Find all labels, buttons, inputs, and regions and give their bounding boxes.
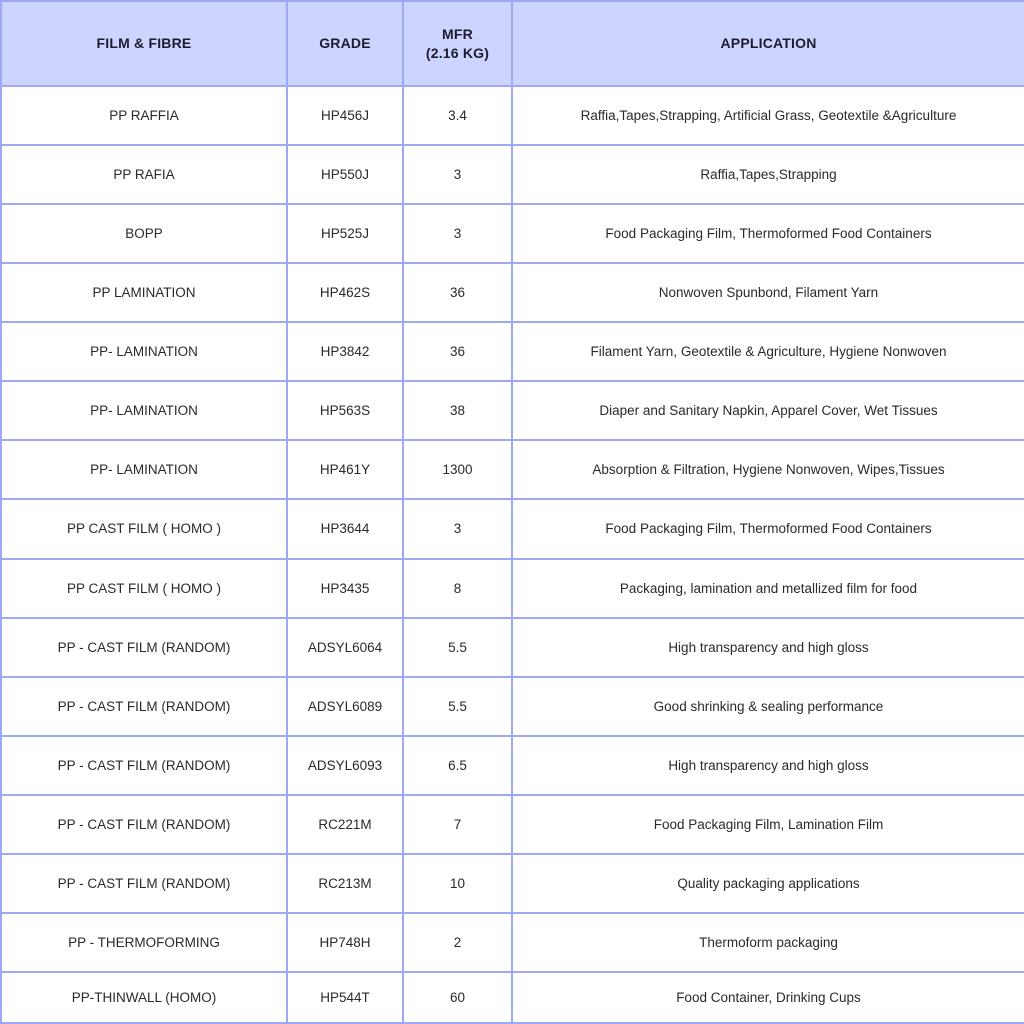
cell-grade: HP563S — [287, 381, 403, 440]
cell-mfr: 60 — [403, 972, 512, 1023]
cell-grade: RC221M — [287, 795, 403, 854]
cell-mfr: 1300 — [403, 440, 512, 499]
cell-film-fibre: PP - CAST FILM (RANDOM) — [1, 618, 287, 677]
table-row — [1, 499, 1024, 558]
header-film-fibre: FILM & FIBRE — [1, 1, 287, 86]
cell-mfr: 10 — [403, 854, 512, 913]
header-mfr-line1: MFR — [442, 25, 473, 42]
table-row — [1, 86, 1024, 145]
table-row — [1, 854, 1024, 913]
cell-mfr: 36 — [403, 263, 512, 322]
table-row — [1, 440, 1024, 499]
cell-mfr: 7 — [403, 795, 512, 854]
cell-film-fibre: PP - THERMOFORMING — [1, 913, 287, 972]
cell-film-fibre: PP - CAST FILM (RANDOM) — [1, 795, 287, 854]
cell-grade: HP462S — [287, 263, 403, 322]
cell-mfr: 3 — [403, 204, 512, 263]
table-header — [1, 1, 1024, 86]
cell-mfr: 5.5 — [403, 677, 512, 736]
cell-mfr: 5.5 — [403, 618, 512, 677]
cell-application: Packaging, lamination and metallized film for food — [512, 559, 1024, 618]
cell-grade: HP525J — [287, 204, 403, 263]
cell-mfr: 3 — [403, 499, 512, 558]
cell-application: Food Container, Drinking Cups — [512, 972, 1024, 1023]
cell-grade: HP456J — [287, 86, 403, 145]
table-row — [1, 263, 1024, 322]
table-row — [1, 913, 1024, 972]
cell-grade: HP748H — [287, 913, 403, 972]
cell-grade: HP461Y — [287, 440, 403, 499]
cell-grade: RC213M — [287, 854, 403, 913]
cell-application: Food Packaging Film, Thermoformed Food Containers — [512, 204, 1024, 263]
cell-grade: HP544T — [287, 972, 403, 1023]
cell-application: Absorption & Filtration, Hygiene Nonwoven, Wipes,Tissues — [512, 440, 1024, 499]
table-row — [1, 677, 1024, 736]
cell-mfr: 8 — [403, 559, 512, 618]
cell-film-fibre: PP CAST FILM ( HOMO ) — [1, 499, 287, 558]
cell-application: Thermoform packaging — [512, 913, 1024, 972]
header-grade: GRADE — [287, 1, 403, 86]
table-row — [1, 145, 1024, 204]
cell-application: Filament Yarn, Geotextile & Agriculture, Hygiene Nonwoven — [512, 322, 1024, 381]
cell-application: Good shrinking & sealing performance — [512, 677, 1024, 736]
cell-grade: ADSYL6089 — [287, 677, 403, 736]
header-mfr — [403, 1, 512, 86]
cell-application: High transparency and high gloss — [512, 736, 1024, 795]
cell-mfr: 6.5 — [403, 736, 512, 795]
cell-film-fibre: PP - CAST FILM (RANDOM) — [1, 854, 287, 913]
cell-film-fibre: PP- LAMINATION — [1, 440, 287, 499]
cell-mfr: 3.4 — [403, 86, 512, 145]
cell-grade: HP3435 — [287, 559, 403, 618]
cell-film-fibre: PP- LAMINATION — [1, 322, 287, 381]
cell-grade: ADSYL6064 — [287, 618, 403, 677]
cell-grade: ADSYL6093 — [287, 736, 403, 795]
header-row — [1, 1, 1024, 86]
cell-film-fibre: PP RAFIA — [1, 145, 287, 204]
table-body — [1, 86, 1024, 1023]
cell-application: High transparency and high gloss — [512, 618, 1024, 677]
table-row — [1, 204, 1024, 263]
table-row — [1, 972, 1024, 1023]
cell-application: Food Packaging Film, Lamination Film — [512, 795, 1024, 854]
cell-application: Diaper and Sanitary Napkin, Apparel Cover, Wet Tissues — [512, 381, 1024, 440]
cell-application: Food Packaging Film, Thermoformed Food Containers — [512, 499, 1024, 558]
table-row — [1, 618, 1024, 677]
cell-film-fibre: PP CAST FILM ( HOMO ) — [1, 559, 287, 618]
cell-application: Quality packaging applications — [512, 854, 1024, 913]
cell-grade: HP550J — [287, 145, 403, 204]
table-row — [1, 559, 1024, 618]
cell-film-fibre: PP- LAMINATION — [1, 381, 287, 440]
cell-grade: HP3842 — [287, 322, 403, 381]
cell-film-fibre: PP RAFFIA — [1, 86, 287, 145]
cell-application: Raffia,Tapes,Strapping — [512, 145, 1024, 204]
cell-film-fibre: PP LAMINATION — [1, 263, 287, 322]
cell-mfr: 36 — [403, 322, 512, 381]
cell-film-fibre: PP - CAST FILM (RANDOM) — [1, 677, 287, 736]
header-application: APPLICATION — [512, 1, 1024, 86]
cell-film-fibre: PP - CAST FILM (RANDOM) — [1, 736, 287, 795]
cell-mfr: 2 — [403, 913, 512, 972]
table-row — [1, 736, 1024, 795]
table-row — [1, 795, 1024, 854]
cell-application: Nonwoven Spunbond, Filament Yarn — [512, 263, 1024, 322]
cell-film-fibre: PP-THINWALL (HOMO) — [1, 972, 287, 1023]
cell-mfr: 38 — [403, 381, 512, 440]
cell-application: Raffia,Tapes,Strapping, Artificial Grass, Geotextile &Agriculture — [512, 86, 1024, 145]
cell-film-fibre: BOPP — [1, 204, 287, 263]
table-row — [1, 322, 1024, 381]
header-mfr-line2: (2.16 KG) — [425, 44, 490, 61]
cell-mfr: 3 — [403, 145, 512, 204]
cell-grade: HP3644 — [287, 499, 403, 558]
table-row — [1, 381, 1024, 440]
